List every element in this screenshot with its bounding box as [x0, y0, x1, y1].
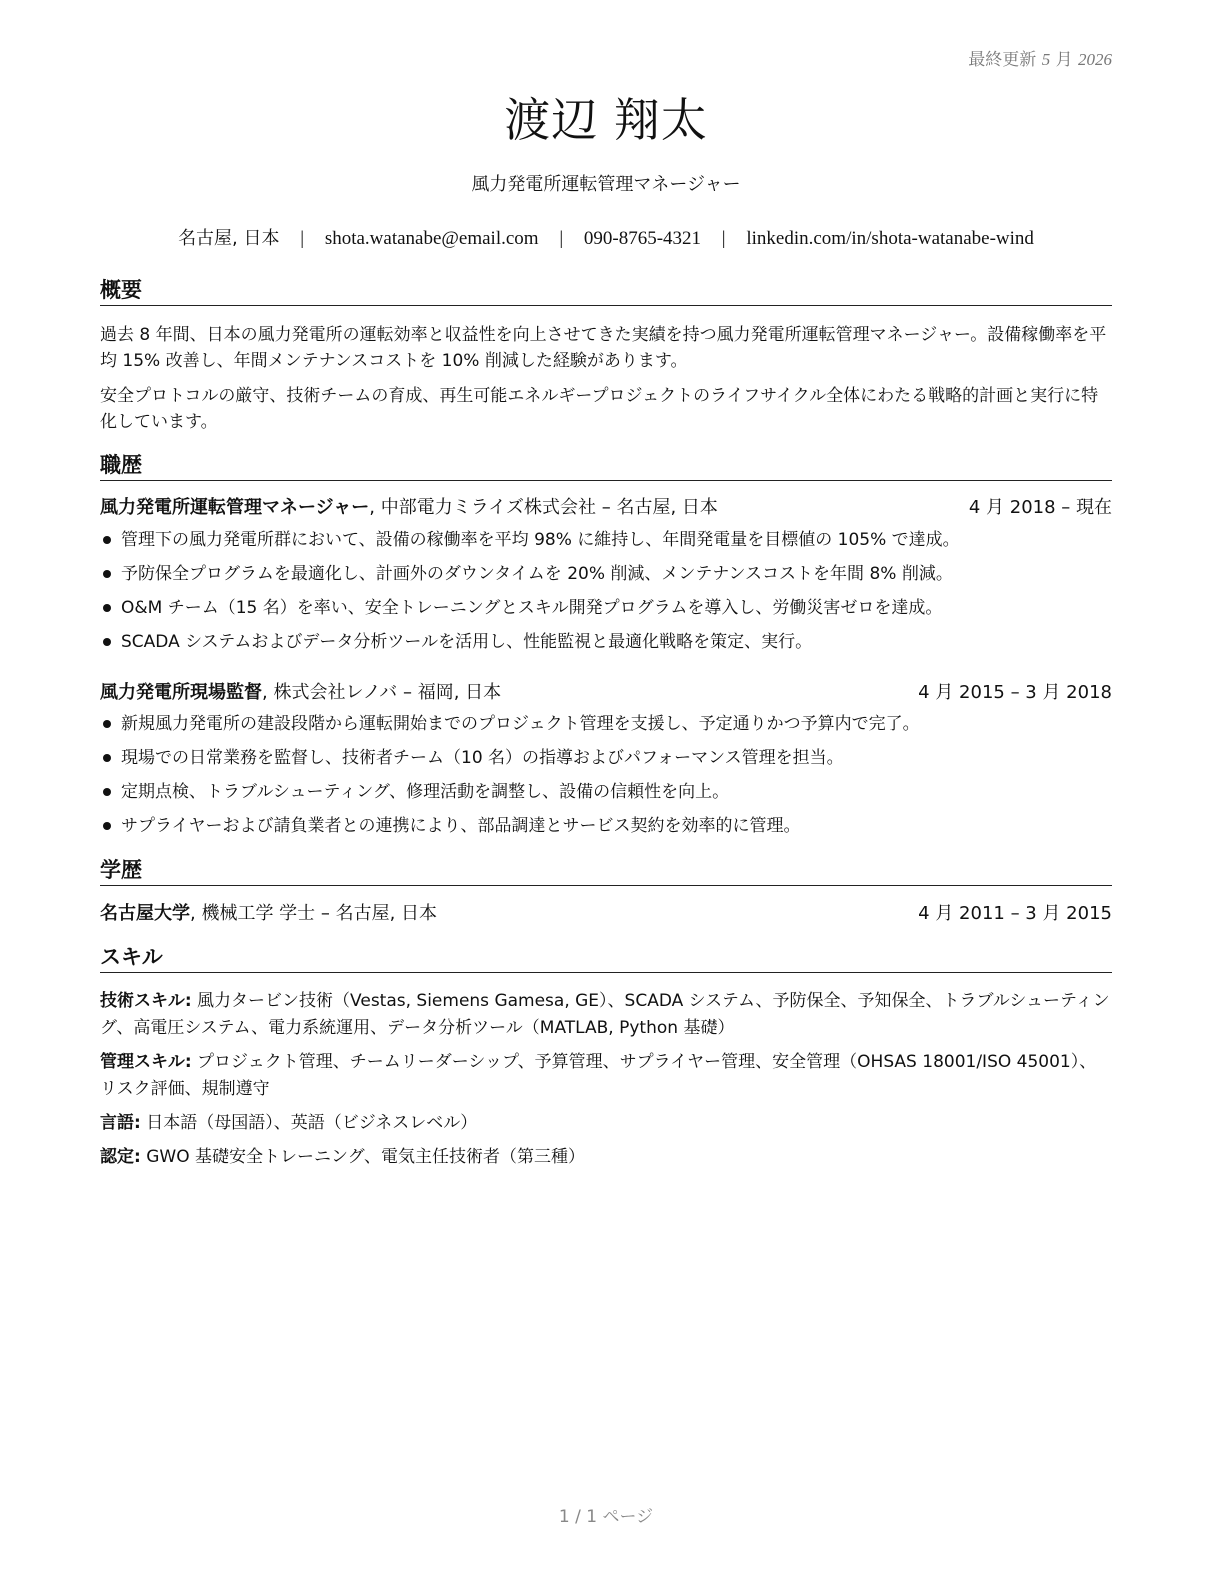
list-item [100, 741, 1112, 775]
education-detail: , 機械工学 学士 – 名古屋, 日本 [190, 903, 438, 924]
last-updated-year: 2026 [1078, 50, 1112, 69]
skill-text: 日本語（母国語）、英語（ビジネスレベル） [140, 1113, 478, 1133]
bullet-icon [103, 604, 111, 612]
skill-label: 技術スキル: [100, 991, 192, 1011]
contact-separator: | [300, 228, 305, 249]
list-item [100, 707, 1112, 741]
summary-paragraph-2: 安全プロトコルの厳守、技術チームの育成、再生可能エネルギープロジェクトのライフサイクル全体にわたる戦略的計画と実行に特化しています。 [100, 386, 1099, 432]
bullet-text: SCADA システムおよびデータ分析ツールを活用し、性能監視と最適化戦略を策定、実行。 [121, 632, 813, 652]
bullet-icon [103, 536, 111, 544]
list-item [100, 591, 1112, 625]
summary-paragraph-1: 過去 8 年間、日本の風力発電所の運転効率と収益性を向上させてきた実績を持つ風力発電所運転管理マネージャー。設備稼働率を平均 15% 改善し、年間メンテナンスコストを 10% 削減した経験があります。 [100, 325, 1107, 371]
skill-certifications [100, 1144, 1112, 1171]
skill-technical [100, 988, 1112, 1042]
skill-text: プロジェクト管理、チームリーダーシップ、予算管理、サプライヤー管理、安全管理（OHSAS 18001/ISO 45001）、リスク評価、規制遵守 [100, 1052, 1097, 1099]
bullet-icon [103, 570, 111, 578]
candidate-name: 渡辺 翔太 [504, 93, 708, 147]
job-2-bullets [100, 707, 1112, 843]
skill-languages [100, 1110, 1112, 1137]
skill-label: 認定: [100, 1147, 141, 1167]
bullet-icon [103, 720, 111, 728]
education-school: 名古屋大学 [100, 903, 190, 924]
job-1-header [100, 495, 1112, 521]
job-2-org: , 株式会社レノバ – 福岡, 日本 [262, 682, 502, 703]
job-2-role: 風力発電所現場監督 [100, 682, 262, 703]
summary-heading: 概要 [100, 277, 1112, 306]
job-1-bullets [100, 523, 1112, 659]
last-updated-month: 5 [1041, 50, 1051, 69]
bullet-icon [103, 754, 111, 762]
contact-separator: | [559, 228, 564, 249]
bullet-text: 定期点検、トラブルシューティング、修理活動を調整し、設備の信頼性を向上。 [121, 782, 730, 802]
bullet-text: 予防保全プログラムを最適化し、計画外のダウンタイムを 20% 削減、メンテナンスコストを年間 8% 削減。 [121, 564, 953, 584]
education-heading: 学歴 [100, 857, 1112, 886]
contact-phone: 090-8765-4321 [583, 228, 702, 249]
job-2-header [100, 680, 1112, 706]
bullet-icon [103, 638, 111, 646]
bullet-icon [103, 788, 111, 796]
experience-heading: 職歴 [100, 452, 1112, 481]
skill-label: 管理スキル: [100, 1052, 192, 1072]
skill-text: GWO 基礎安全トレーニング、電気主任技術者（第三種） [140, 1147, 585, 1167]
skill-management [100, 1049, 1112, 1103]
contact-linkedin[interactable]: linkedin.com/in/shota-watanabe-wind [746, 228, 1034, 249]
contact-separator: | [721, 228, 726, 249]
bullet-text: 管理下の風力発電所群において、設備の稼働率を平均 98% に維持し、年間発電量を目標値の 105% で達成。 [121, 530, 960, 550]
job-1-org: , 中部電力ミライズ株式会社 – 名古屋, 日本 [369, 497, 718, 518]
last-updated-label: 最終更新 [968, 50, 1037, 70]
list-item [100, 809, 1112, 843]
resume-page [100, 0, 1112, 1584]
bullet-text: サプライヤーおよび請負業者との連携により、部品調達とサービス契約を効率的に管理。 [121, 816, 801, 836]
bullet-text: 新規風力発電所の建設段階から運転開始までのプロジェクト管理を支援し、予定通りかつ予算内で完了。 [121, 714, 920, 734]
education-row [100, 901, 1112, 927]
job-1-dates: 4 月 2018 – 現在 [968, 497, 1112, 518]
contact-location: 名古屋, 日本 [178, 228, 280, 249]
skill-label: 言語: [100, 1113, 141, 1133]
bullet-icon [103, 822, 111, 830]
bullet-text: O&M チーム（15 名）を率い、安全トレーニングとスキル開発プログラムを導入し、労働災害ゼロを達成。 [121, 598, 943, 618]
skills-heading: スキル [100, 944, 1112, 973]
last-updated [968, 45, 1112, 70]
page-number: 1 / 1 ページ [558, 1507, 654, 1527]
education-dates: 4 月 2011 – 3 月 2015 [918, 903, 1112, 924]
list-item [100, 557, 1112, 591]
list-item [100, 625, 1112, 659]
last-updated-month-word: 月 [1055, 50, 1073, 70]
job-2-dates: 4 月 2015 – 3 月 2018 [918, 682, 1112, 703]
contact-line [100, 224, 1112, 250]
list-item [100, 775, 1112, 809]
list-item [100, 523, 1112, 557]
bullet-text: 現場での日常業務を監督し、技術者チーム（10 名）の指導およびパフォーマンス管理を担当。 [121, 748, 844, 768]
job-1-role: 風力発電所運転管理マネージャー [100, 497, 370, 518]
skill-text: 風力タービン技術（Vestas, Siemens Gamesa, GE）、SCADA システム、予防保全、予知保全、トラブルシューティング、高電圧システム、電力系統運用、データ分析ツール（MATLAB, Python 基礎） [100, 991, 1110, 1038]
contact-email[interactable]: shota.watanabe@email.com [324, 228, 539, 249]
job-title: 風力発電所運転管理マネージャー [471, 174, 741, 195]
